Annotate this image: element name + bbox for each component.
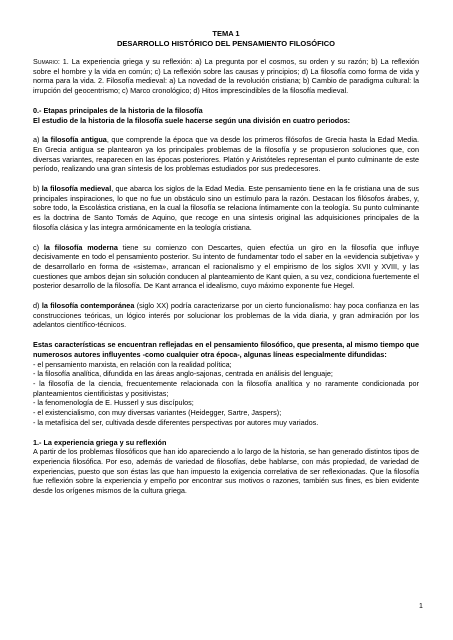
section-1-text: A partir de los problemas filosóficos que han ido apareciendo a lo largo de la historia, se han generado distintos tipos de experiencia filosófica. Por eso, además de variedad de filosofías, debe hablarse, con más propiedad, de variedad de experiencias, puesto que son éstas las que han impuesto la exigencia correlativa de ser reflexionadas. Que la filosofía fue reflexión sobre la experiencia y empeño por encontrar sus motivos o razones, también sus fines, es bien evidente desde los orígenes mismos de la cultura griega.	[33, 447, 419, 496]
period-term: la filosofía contemporánea	[41, 301, 135, 311]
period-paragraph-antigua	[33, 135, 419, 174]
period-prefix: c)	[33, 242, 44, 252]
list-item: - la filosofía analítica, difundida en las áreas anglo-sajonas, centrada en análisis del lenguaje;	[33, 369, 333, 379]
period-paragraph-contemporanea	[33, 301, 419, 330]
period-term: la filosofía medieval	[41, 184, 112, 194]
period-text: (siglo XX) podría caracterizarse por un cierto funcionalismo: hay poca confianza en las construcciones teóricas, un lógico interés por solucionar los problemas de la vida diaria, y gran admiración por los adelantos científico-técnicos.	[33, 301, 419, 330]
section-0-subheading: El estudio de la historia de la filosofía suele hacerse según una división en cuatro periodos:	[33, 115, 351, 125]
period-prefix: a)	[33, 135, 43, 145]
list-item: - la filosofía de la ciencia, frecuentemente relacionada con la filosofía analítica y no raramente condicionada por planteamientos cientificistas y positivistas;	[33, 378, 419, 398]
list-item: - el pensamiento marxista, en relación con la realidad política;	[33, 359, 232, 369]
period-paragraph-medieval	[33, 184, 419, 233]
features-list	[33, 360, 419, 428]
period-prefix: d)	[33, 301, 42, 311]
period-prefix: b)	[33, 184, 42, 194]
list-item: - la metafísica del ser, cultivada desde diferentes perspectivas por autores muy variados.	[33, 417, 319, 427]
page-title: DESARROLLO HISTÓRICO DEL PENSAMIENTO FILOSÓFICO	[116, 39, 336, 48]
list-item: - el existencialismo, con muy diversas variantes (Heidegger, Sartre, Jaspers);	[33, 408, 282, 418]
period-paragraph-moderna	[33, 243, 419, 292]
document-body	[33, 29, 419, 496]
period-term: la filosofía antigua	[42, 135, 107, 145]
period-text: , que abarca los siglos de la Edad Media. Este pensamiento tiene en la fe cristiana una de sus principales inspiraciones, lo que no fue un obstáculo sino un estímulo para la razón. Destacan los filósofos árabes, y, sobre todo, la Escolástica cristiana, en la cual la filosofía se relaciona íntimamente con la teología. Su punto culminante es la doctrina de Santo Tomás de Aquino, que recoge en una síntesis original las adquisiciones principales de la filosofía clásica y las integra armónicamente en la teología cristiana.	[33, 184, 419, 232]
period-text: tiene su comienzo con Descartes, quien efectúa un giro en la filosofía que influye decisivamente en todo el pensamiento posterior. Su intento de fundamentar todo el saber en la «evidencia subjetiva» y de desarrollarlo en forma de «sistema», arrancan el racionalismo y el empirismo de los siglos XVII y XVIII, y las cuestiones que ambos dejan sin solución conducen al planteamiento de Kant quien, a su vez, condiciona fuertemente el posterior desarrollo de la filosofía. De Kant arranca el idealismo, cuyo máximo exponente fue Hegel.	[33, 242, 419, 291]
section-1-heading: 1.- La experiencia griega y su reflexión	[33, 437, 167, 447]
topic-label: TEMA 1	[212, 29, 240, 38]
page-number: 1	[419, 603, 423, 610]
period-term: la filosofía moderna	[43, 242, 118, 252]
summary-label: Sumario:	[33, 57, 60, 66]
section-0-heading: 0.- Etapas principales de la historia de la filosofía	[33, 105, 203, 115]
list-item: - la fenomenología de E. Husserl y sus discípulos;	[33, 398, 194, 408]
period-text: , que comprende la época que va desde los primeros filósofos de Grecia hasta la Edad Media. En Grecia antigua se plantearon ya los principales problemas de la filosofía y se propusieron soluciones que, con diversas variantes, reaparecen en las épocas posteriores. Platón y Aristóteles representan el punto culminante de este período, realizando una gran síntesis de los problemas estudiados por sus predecesores.	[33, 135, 419, 174]
summary-text: 1. La experiencia griega y su reflexión: a) La pregunta por el cosmos, su orden y su razón; b) La reflexión sobre el hombre y la vida en común; c) La reflexión sobre las causas y principios; d) La filosofía como forma de vida y norma para la vida. 2. Filosofía medieval: a) La novedad de la revolución cristiana; b) Cambio de paradigma cultural: la irrupción del geocentrismo; c) Marco cronológico; d) Hitos imprescindibles de la filosofía medieval.	[33, 57, 419, 96]
features-intro: Estas características se encuentran reflejadas en el pensamiento filosófico, que presenta, al mismo tiempo que numerosos autores influyentes -como cualquier otra época-, algunas líneas especialmente difundidas:	[33, 340, 419, 359]
summary-paragraph	[33, 57, 419, 96]
